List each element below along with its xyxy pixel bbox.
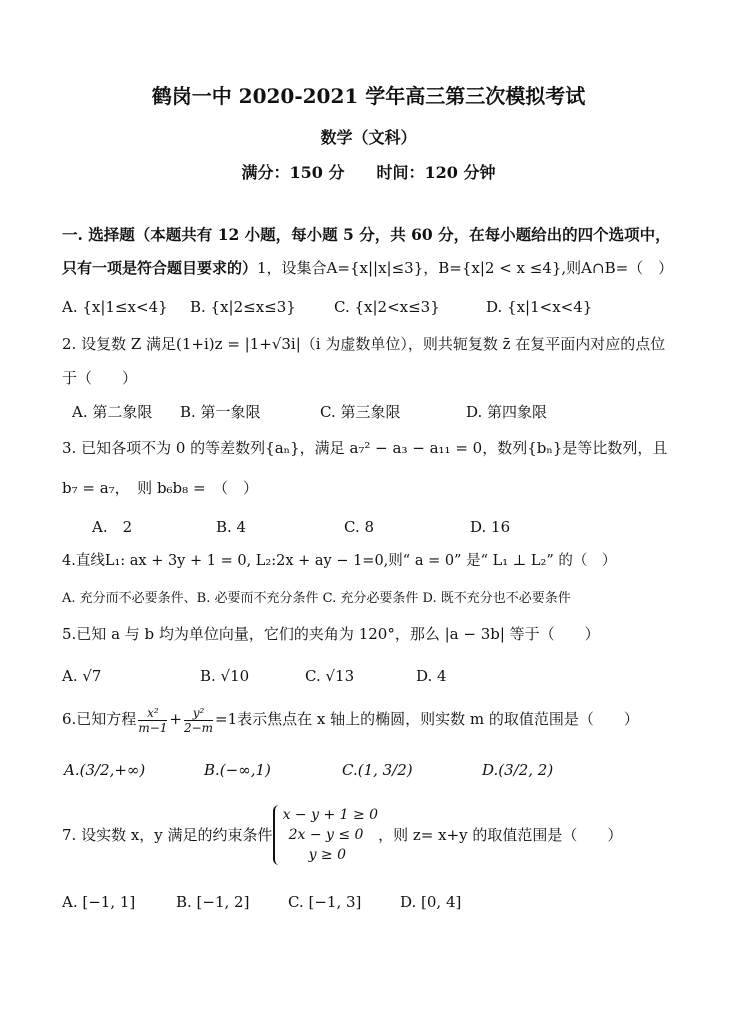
q2-option-b: B. 第一象限 (180, 403, 261, 421)
exam-title: 鹤岗一中 2020-2021 学年高三第三次模拟考试 (151, 84, 586, 108)
q5-option-b: B. √10 (200, 667, 250, 685)
q6-option-d: D.(3/2, 2) (482, 761, 554, 779)
q5-option-c: C. √13 (305, 667, 355, 685)
q6-option-a: A.(3/2,+∞) (64, 761, 146, 779)
exam-subject: 数学（文科） (320, 128, 417, 147)
q3-stem-line1: 3. 已知各项不为 0 的等差数列{aₙ}，满足 a₇² − a₃ − a₁₁ = 0，数列{bₙ}是等比数列，且 (62, 439, 668, 457)
q3-option-d: D. 16 (470, 518, 511, 536)
q1-option-b: B. {x|2≤x≤3} (190, 298, 296, 316)
q7-option-a: A. [−1, 1] (62, 893, 136, 911)
q7-option-c: C. [−1, 3] (288, 893, 362, 911)
q5-option-a: A. √7 (62, 667, 102, 685)
q6-option-c: C.(1, 3/2) (342, 761, 413, 779)
q1-option-c: C. {x|2<x≤3} (334, 298, 440, 316)
exam-score-info: 满分：150 分 时间：120 分钟 (241, 163, 496, 182)
q6-fraction-x: $\frac{\text{x²}}{m-1}$ (138, 705, 168, 735)
q6-stem: 6.已知方程 $\frac{\text{x²}}{m-1}$ + $\frac{\text{y²}}{2-m}$ =1表示焦点在 x 轴上的椭圆，则实数 m 的取值范围是（ ） (62, 705, 639, 735)
q3-option-a: A. 2 (92, 518, 133, 536)
q2-stem-line2: 于（ ） (62, 369, 138, 387)
q7-option-b: B. [−1, 2] (176, 893, 250, 911)
q1-option-a: A. {x|1≤x<4} (62, 298, 168, 316)
q1-stem: 1，设集合A={x||x|≤3}，B={x|2 < x ≤4},则A∩B=（ ） (257, 259, 674, 277)
q3-option-c: C. 8 (344, 518, 375, 536)
q2-option-d: D. 第四象限 (466, 403, 548, 421)
q1-option-d: D. {x|1<x<4} (486, 298, 593, 316)
q5-option-d: D. 4 (416, 667, 447, 685)
q2-stem-line1: 2. 设复数 Z 满足(1+i)z = |1+√3i|（i 为虚数单位），则共轭复数 z̄ 在复平面内对应的点位 (62, 335, 666, 353)
q6-option-b: B.(−∞,1) (204, 761, 271, 779)
q7-stem: 7. 设实数 x，y 满足的约束条件 x − y + 1 ≥ 0 2x − y ≤ 0 y ≥ 0 ，则 z= x+y 的取值范围是（ ） (62, 807, 623, 863)
q2-option-a: A. 第二象限 (72, 403, 153, 421)
q2-option-c: C. 第三象限 (320, 403, 401, 421)
q4-options: A. 充分而不必要条件、B. 必要而不充分条件 C. 充分必要条件 D. 既不充分也不必要条件 (62, 591, 571, 606)
q7-option-d: D. [0, 4] (400, 893, 462, 911)
q6-fraction-y: $\frac{\text{y²}}{2-m}$ (183, 705, 214, 735)
q3-stem-line2: b₇ = a₇， 则 b₆b₈ = （ ） (62, 479, 259, 497)
q4-stem: 4.直线L₁: ax + 3y + 1 = 0, L₂:2x + ay − 1=0,则“ a = 0” 是“ L₁ ⊥ L₂” 的（ ） (62, 553, 617, 569)
q7-constraint-system: x − y + 1 ≥ 0 2x − y ≤ 0 y ≥ 0 (273, 805, 379, 865)
q5-stem: 5.已知 a 与 b 均为单位向量，它们的夹角为 120°，那么 |a − 3b| 等于（ ） (62, 625, 600, 643)
q3-option-b: B. 4 (216, 518, 247, 536)
